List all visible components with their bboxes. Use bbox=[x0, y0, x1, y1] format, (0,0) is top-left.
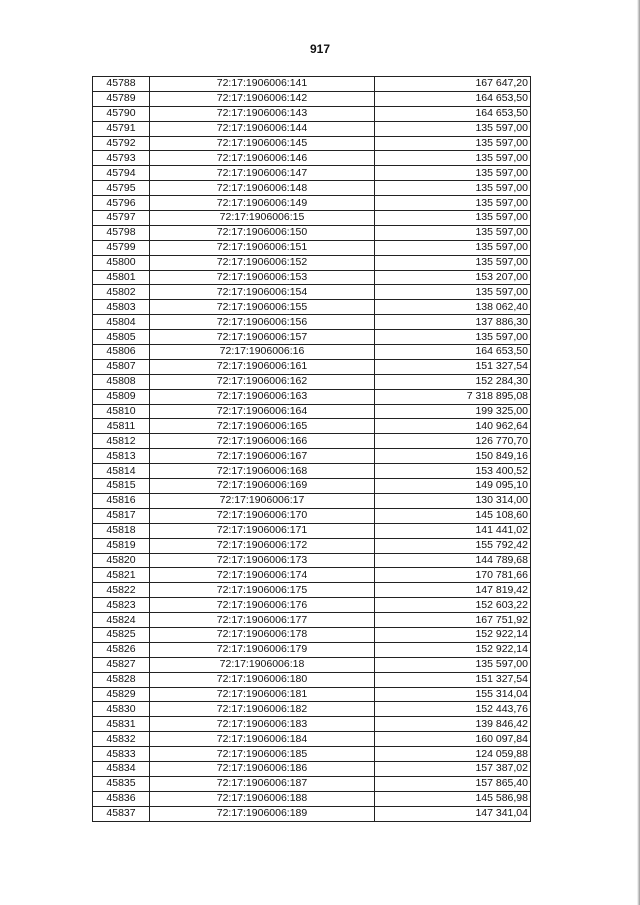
cadastral-number-cell: 72:17:1906006:185 bbox=[150, 747, 375, 762]
row-number-cell: 45834 bbox=[93, 761, 150, 776]
row-number-cell: 45806 bbox=[93, 345, 150, 360]
table-row bbox=[93, 106, 531, 121]
cadastral-value-cell: 150 849,16 bbox=[375, 449, 531, 464]
cadastral-value-cell: 135 597,00 bbox=[375, 136, 531, 151]
row-number-cell: 45827 bbox=[93, 657, 150, 672]
cadastral-number-cell: 72:17:1906006:183 bbox=[150, 717, 375, 732]
table-row bbox=[93, 345, 531, 360]
cadastral-number-cell: 72:17:1906006:18 bbox=[150, 657, 375, 672]
row-number-cell: 45816 bbox=[93, 493, 150, 508]
table-row bbox=[93, 136, 531, 151]
table-row bbox=[93, 479, 531, 494]
row-number-cell: 45791 bbox=[93, 121, 150, 136]
table-row bbox=[93, 211, 531, 226]
row-number-cell: 45823 bbox=[93, 598, 150, 613]
cadastral-value-cell: 145 586,98 bbox=[375, 791, 531, 806]
cadastral-value-cell: 135 597,00 bbox=[375, 330, 531, 345]
table-row bbox=[93, 717, 531, 732]
row-number-cell: 45835 bbox=[93, 776, 150, 791]
cadastral-number-cell: 72:17:1906006:142 bbox=[150, 91, 375, 106]
table-row bbox=[93, 389, 531, 404]
table-row bbox=[93, 687, 531, 702]
table-row bbox=[93, 255, 531, 270]
table-row bbox=[93, 270, 531, 285]
cadastral-value-cell: 153 207,00 bbox=[375, 270, 531, 285]
cadastral-value-cell: 139 846,42 bbox=[375, 717, 531, 732]
cadastral-number-cell: 72:17:1906006:181 bbox=[150, 687, 375, 702]
cadastral-value-cell: 135 597,00 bbox=[375, 225, 531, 240]
cadastral-value-cell: 153 400,52 bbox=[375, 464, 531, 479]
cadastral-number-cell: 72:17:1906006:162 bbox=[150, 374, 375, 389]
cadastral-value-cell: 138 062,40 bbox=[375, 300, 531, 315]
table-row bbox=[93, 449, 531, 464]
cadastral-value-cell: 144 789,68 bbox=[375, 553, 531, 568]
cadastral-number-cell: 72:17:1906006:167 bbox=[150, 449, 375, 464]
table-row bbox=[93, 91, 531, 106]
row-number-cell: 45788 bbox=[93, 77, 150, 92]
cadastral-number-cell: 72:17:1906006:170 bbox=[150, 508, 375, 523]
row-number-cell: 45812 bbox=[93, 434, 150, 449]
table-row bbox=[93, 702, 531, 717]
cadastral-number-cell: 72:17:1906006:152 bbox=[150, 255, 375, 270]
row-number-cell: 45808 bbox=[93, 374, 150, 389]
row-number-cell: 45811 bbox=[93, 419, 150, 434]
row-number-cell: 45832 bbox=[93, 732, 150, 747]
cadastral-number-cell: 72:17:1906006:187 bbox=[150, 776, 375, 791]
row-number-cell: 45801 bbox=[93, 270, 150, 285]
cadastral-number-cell: 72:17:1906006:145 bbox=[150, 136, 375, 151]
cadastral-number-cell: 72:17:1906006:175 bbox=[150, 583, 375, 598]
table-row bbox=[93, 374, 531, 389]
cadastral-value-cell: 135 597,00 bbox=[375, 196, 531, 211]
table-row bbox=[93, 121, 531, 136]
cadastral-number-cell: 72:17:1906006:188 bbox=[150, 791, 375, 806]
cadastral-value-cell: 135 597,00 bbox=[375, 285, 531, 300]
row-number-cell: 45819 bbox=[93, 538, 150, 553]
cadastral-number-cell: 72:17:1906006:179 bbox=[150, 642, 375, 657]
row-number-cell: 45824 bbox=[93, 613, 150, 628]
cadastral-value-cell: 126 770,70 bbox=[375, 434, 531, 449]
table-row bbox=[93, 583, 531, 598]
cadastral-number-cell: 72:17:1906006:146 bbox=[150, 151, 375, 166]
row-number-cell: 45829 bbox=[93, 687, 150, 702]
cadastral-value-cell: 135 597,00 bbox=[375, 657, 531, 672]
cadastral-value-cell: 130 314,00 bbox=[375, 493, 531, 508]
cadastral-number-cell: 72:17:1906006:178 bbox=[150, 627, 375, 642]
table-row bbox=[93, 523, 531, 538]
table-row bbox=[93, 225, 531, 240]
cadastral-value-cell: 157 387,02 bbox=[375, 761, 531, 776]
cadastral-value-cell: 147 341,04 bbox=[375, 806, 531, 821]
cadastral-number-cell: 72:17:1906006:148 bbox=[150, 181, 375, 196]
table-row bbox=[93, 598, 531, 613]
cadastral-value-table bbox=[92, 76, 531, 822]
cadastral-number-cell: 72:17:1906006:165 bbox=[150, 419, 375, 434]
cadastral-number-cell: 72:17:1906006:174 bbox=[150, 568, 375, 583]
table-row bbox=[93, 151, 531, 166]
row-number-cell: 45815 bbox=[93, 479, 150, 494]
row-number-cell: 45814 bbox=[93, 464, 150, 479]
table-body bbox=[93, 77, 531, 822]
row-number-cell: 45828 bbox=[93, 672, 150, 687]
row-number-cell: 45802 bbox=[93, 285, 150, 300]
cadastral-number-cell: 72:17:1906006:144 bbox=[150, 121, 375, 136]
cadastral-value-cell: 124 059,88 bbox=[375, 747, 531, 762]
row-number-cell: 45809 bbox=[93, 389, 150, 404]
row-number-cell: 45797 bbox=[93, 211, 150, 226]
table-row bbox=[93, 568, 531, 583]
row-number-cell: 45830 bbox=[93, 702, 150, 717]
table-row bbox=[93, 434, 531, 449]
row-number-cell: 45837 bbox=[93, 806, 150, 821]
cadastral-number-cell: 72:17:1906006:151 bbox=[150, 240, 375, 255]
row-number-cell: 45810 bbox=[93, 404, 150, 419]
cadastral-value-cell: 152 603,22 bbox=[375, 598, 531, 613]
cadastral-number-cell: 72:17:1906006:155 bbox=[150, 300, 375, 315]
cadastral-value-cell: 155 314,04 bbox=[375, 687, 531, 702]
cadastral-number-cell: 72:17:1906006:147 bbox=[150, 166, 375, 181]
table-row bbox=[93, 508, 531, 523]
cadastral-value-cell: 135 597,00 bbox=[375, 166, 531, 181]
cadastral-number-cell: 72:17:1906006:180 bbox=[150, 672, 375, 687]
row-number-cell: 45790 bbox=[93, 106, 150, 121]
row-number-cell: 45807 bbox=[93, 359, 150, 374]
cadastral-value-cell: 155 792,42 bbox=[375, 538, 531, 553]
table-row bbox=[93, 419, 531, 434]
row-number-cell: 45805 bbox=[93, 330, 150, 345]
cadastral-value-cell: 135 597,00 bbox=[375, 151, 531, 166]
cadastral-value-cell: 167 751,92 bbox=[375, 613, 531, 628]
cadastral-value-cell: 135 597,00 bbox=[375, 211, 531, 226]
table-row bbox=[93, 747, 531, 762]
cadastral-value-cell: 199 325,00 bbox=[375, 404, 531, 419]
cadastral-number-cell: 72:17:1906006:184 bbox=[150, 732, 375, 747]
row-number-cell: 45804 bbox=[93, 315, 150, 330]
row-number-cell: 45789 bbox=[93, 91, 150, 106]
table-row bbox=[93, 657, 531, 672]
cadastral-number-cell: 72:17:1906006:154 bbox=[150, 285, 375, 300]
cadastral-value-cell: 151 327,54 bbox=[375, 359, 531, 374]
cadastral-value-cell: 152 922,14 bbox=[375, 627, 531, 642]
cadastral-value-cell: 160 097,84 bbox=[375, 732, 531, 747]
table-row bbox=[93, 791, 531, 806]
table-row bbox=[93, 240, 531, 255]
table-row bbox=[93, 672, 531, 687]
row-number-cell: 45817 bbox=[93, 508, 150, 523]
cadastral-value-cell: 140 962,64 bbox=[375, 419, 531, 434]
cadastral-value-cell: 164 653,50 bbox=[375, 106, 531, 121]
cadastral-number-cell: 72:17:1906006:153 bbox=[150, 270, 375, 285]
cadastral-value-cell: 147 819,42 bbox=[375, 583, 531, 598]
cadastral-number-cell: 72:17:1906006:17 bbox=[150, 493, 375, 508]
cadastral-value-cell: 167 647,20 bbox=[375, 77, 531, 92]
cadastral-number-cell: 72:17:1906006:143 bbox=[150, 106, 375, 121]
row-number-cell: 45798 bbox=[93, 225, 150, 240]
cadastral-value-cell: 149 095,10 bbox=[375, 479, 531, 494]
table-row bbox=[93, 285, 531, 300]
row-number-cell: 45820 bbox=[93, 553, 150, 568]
cadastral-value-cell: 141 441,02 bbox=[375, 523, 531, 538]
table-row bbox=[93, 166, 531, 181]
cadastral-value-cell: 157 865,40 bbox=[375, 776, 531, 791]
cadastral-value-cell: 170 781,66 bbox=[375, 568, 531, 583]
table-row bbox=[93, 627, 531, 642]
cadastral-number-cell: 72:17:1906006:141 bbox=[150, 77, 375, 92]
cadastral-number-cell: 72:17:1906006:171 bbox=[150, 523, 375, 538]
table-row bbox=[93, 776, 531, 791]
table-row bbox=[93, 300, 531, 315]
row-number-cell: 45795 bbox=[93, 181, 150, 196]
table-row bbox=[93, 493, 531, 508]
cadastral-number-cell: 72:17:1906006:166 bbox=[150, 434, 375, 449]
page-number: 917 bbox=[309, 42, 331, 56]
table-row bbox=[93, 613, 531, 628]
table-row bbox=[93, 330, 531, 345]
table-row bbox=[93, 359, 531, 374]
cadastral-number-cell: 72:17:1906006:176 bbox=[150, 598, 375, 613]
cadastral-number-cell: 72:17:1906006:168 bbox=[150, 464, 375, 479]
cadastral-number-cell: 72:17:1906006:157 bbox=[150, 330, 375, 345]
row-number-cell: 45818 bbox=[93, 523, 150, 538]
cadastral-value-cell: 152 443,76 bbox=[375, 702, 531, 717]
row-number-cell: 45796 bbox=[93, 196, 150, 211]
cadastral-value-cell: 135 597,00 bbox=[375, 181, 531, 196]
row-number-cell: 45825 bbox=[93, 627, 150, 642]
table-row bbox=[93, 181, 531, 196]
row-number-cell: 45826 bbox=[93, 642, 150, 657]
cadastral-number-cell: 72:17:1906006:189 bbox=[150, 806, 375, 821]
table-row bbox=[93, 642, 531, 657]
table-row bbox=[93, 538, 531, 553]
cadastral-value-cell: 164 653,50 bbox=[375, 91, 531, 106]
cadastral-value-cell: 135 597,00 bbox=[375, 240, 531, 255]
cadastral-value-cell: 145 108,60 bbox=[375, 508, 531, 523]
cadastral-number-cell: 72:17:1906006:15 bbox=[150, 211, 375, 226]
row-number-cell: 45792 bbox=[93, 136, 150, 151]
cadastral-number-cell: 72:17:1906006:172 bbox=[150, 538, 375, 553]
row-number-cell: 45793 bbox=[93, 151, 150, 166]
table-row bbox=[93, 77, 531, 92]
cadastral-number-cell: 72:17:1906006:182 bbox=[150, 702, 375, 717]
cadastral-value-cell: 137 886,30 bbox=[375, 315, 531, 330]
table-row bbox=[93, 553, 531, 568]
cadastral-value-cell: 151 327,54 bbox=[375, 672, 531, 687]
table-row bbox=[93, 464, 531, 479]
table-row bbox=[93, 806, 531, 821]
table-row bbox=[93, 761, 531, 776]
row-number-cell: 45831 bbox=[93, 717, 150, 732]
cadastral-number-cell: 72:17:1906006:186 bbox=[150, 761, 375, 776]
cadastral-number-cell: 72:17:1906006:169 bbox=[150, 479, 375, 494]
table-row bbox=[93, 315, 531, 330]
cadastral-number-cell: 72:17:1906006:164 bbox=[150, 404, 375, 419]
table-row bbox=[93, 196, 531, 211]
cadastral-number-cell: 72:17:1906006:177 bbox=[150, 613, 375, 628]
row-number-cell: 45800 bbox=[93, 255, 150, 270]
row-number-cell: 45794 bbox=[93, 166, 150, 181]
row-number-cell: 45836 bbox=[93, 791, 150, 806]
cadastral-number-cell: 72:17:1906006:150 bbox=[150, 225, 375, 240]
cadastral-number-cell: 72:17:1906006:156 bbox=[150, 315, 375, 330]
cadastral-value-cell: 7 318 895,08 bbox=[375, 389, 531, 404]
cadastral-number-cell: 72:17:1906006:161 bbox=[150, 359, 375, 374]
row-number-cell: 45813 bbox=[93, 449, 150, 464]
row-number-cell: 45821 bbox=[93, 568, 150, 583]
cadastral-number-cell: 72:17:1906006:173 bbox=[150, 553, 375, 568]
cadastral-value-cell: 152 922,14 bbox=[375, 642, 531, 657]
row-number-cell: 45822 bbox=[93, 583, 150, 598]
cadastral-value-cell: 152 284,30 bbox=[375, 374, 531, 389]
cadastral-value-cell: 135 597,00 bbox=[375, 255, 531, 270]
cadastral-number-cell: 72:17:1906006:149 bbox=[150, 196, 375, 211]
cadastral-value-cell: 135 597,00 bbox=[375, 121, 531, 136]
cadastral-number-cell: 72:17:1906006:163 bbox=[150, 389, 375, 404]
table-row bbox=[93, 404, 531, 419]
row-number-cell: 45799 bbox=[93, 240, 150, 255]
cadastral-value-cell: 164 653,50 bbox=[375, 345, 531, 360]
row-number-cell: 45803 bbox=[93, 300, 150, 315]
table-row bbox=[93, 732, 531, 747]
cadastral-number-cell: 72:17:1906006:16 bbox=[150, 345, 375, 360]
row-number-cell: 45833 bbox=[93, 747, 150, 762]
